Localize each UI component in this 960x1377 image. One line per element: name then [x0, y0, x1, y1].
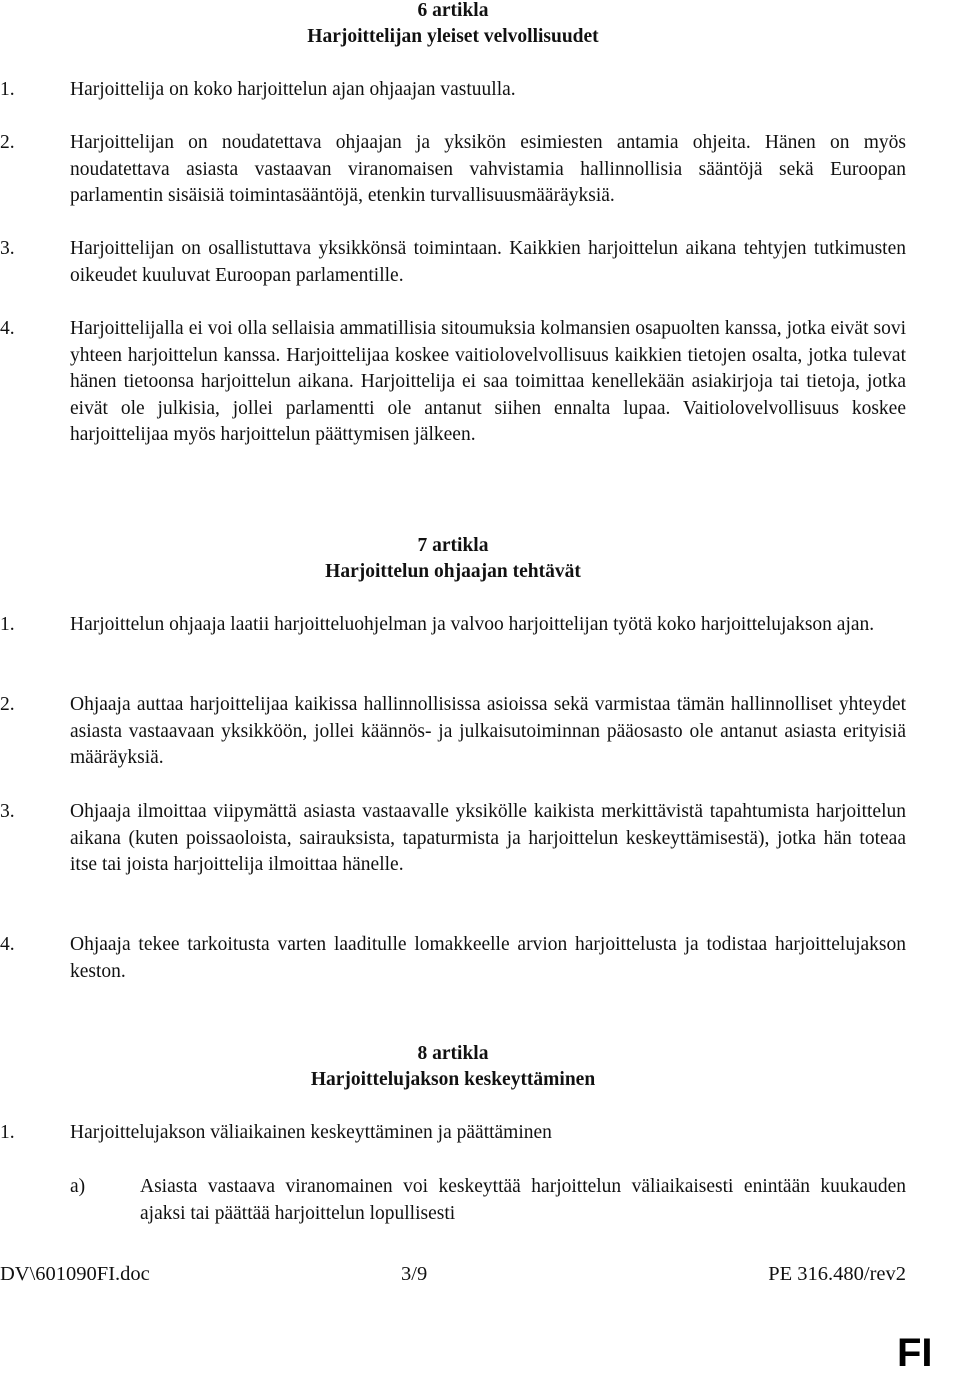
page-footer	[0, 1261, 906, 1287]
paragraph-text: Ohjaaja tekee tarkoitusta varten laaditulle lomakkeelle arvion harjoittelusta ja todistaa harjoittelujakson keston.	[70, 934, 906, 982]
paragraph-number: 2.	[0, 132, 15, 153]
article-6-paragraph-3	[0, 236, 906, 289]
paragraph-number: 1.	[0, 1122, 15, 1143]
paragraph-text: Harjoittelija on koko harjoittelun ajan ohjaajan vastuulla.	[70, 79, 516, 100]
paragraph-number: 2.	[0, 694, 15, 715]
article-8-paragraph-1	[0, 1120, 906, 1147]
article-7-paragraph-3	[0, 799, 906, 879]
article-title: Harjoittelujakson keskeyttäminen	[310, 1069, 596, 1090]
footer-page-number: 3/9	[401, 1263, 428, 1285]
paragraph-number: 1.	[0, 614, 15, 635]
paragraph-number: 1.	[0, 79, 15, 100]
paragraph-text: Harjoittelijan on osallistuttava yksikkönsä toimintaan. Kaikkien harjoittelun aikana tehtyjen tutkimusten oikeudet kuuluvat Euroopan parlamentille.	[70, 238, 906, 286]
paragraph-text: Harjoittelijan on noudatettava ohjaajan ja yksikön esimiesten antamia ohjeita. Hänen on myös noudatettava asiasta vastaavan viranomaisen vahvistamia hallinnollisia sääntöjä sekä Euroopan parlamentin sisäisiä toimintasääntöjä, etenkin turvallisuusmääräyksiä.	[70, 132, 906, 206]
article-6-paragraph-4	[0, 316, 906, 449]
article-6-heading	[0, 0, 906, 50]
article-number: 8 artikla	[417, 1043, 489, 1064]
article-7-paragraph-1	[0, 612, 906, 639]
article-6-paragraph-1	[0, 77, 906, 104]
footer-reference: PE 316.480/rev2	[768, 1263, 906, 1285]
paragraph-number: 4.	[0, 934, 15, 955]
language-code: FI	[897, 1331, 933, 1375]
article-8-heading	[0, 1041, 906, 1093]
paragraph-number: 3.	[0, 801, 15, 822]
paragraph-number: 4.	[0, 318, 15, 339]
subparagraph-text: Asiasta vastaava viranomainen voi keskeyttää harjoittelun väliaikaisesti enintään kuukauden ajaksi tai päättää harjoittelun lopullisesti	[140, 1176, 906, 1224]
paragraph-number: 3.	[0, 238, 15, 259]
article-number: 6 artikla	[417, 0, 489, 21]
paragraph-text: Harjoittelujakson väliaikainen keskeyttäminen ja päättäminen	[70, 1122, 552, 1143]
paragraph-text: Harjoittelun ohjaaja laatii harjoitteluohjelman ja valvoo harjoittelijan työtä koko harjoittelujakson ajan.	[70, 614, 875, 635]
paragraph-text: Ohjaaja ilmoittaa viipymättä asiasta vastaavalle yksikölle kaikista merkittävistä tapahtumista harjoittelun aikana (kuten poissaoloista, sairauksista, tapaturmista ja harjoittelun keskeyttämisestä), jotka hän toteaa itse tai joista harjoittelija ilmoittaa hänelle.	[70, 801, 906, 875]
article-6-paragraph-2	[0, 130, 906, 210]
article-7-paragraph-4	[0, 932, 906, 985]
footer-file-name: DV\601090FI.doc	[0, 1263, 150, 1285]
subparagraph-letter: a)	[70, 1176, 86, 1197]
article-number: 7 artikla	[417, 535, 489, 556]
article-7-paragraph-2	[0, 692, 906, 772]
article-8-subparagraph-a	[70, 1174, 906, 1227]
article-title: Harjoittelun ohjaajan tehtävät	[325, 561, 581, 582]
paragraph-text: Ohjaaja auttaa harjoittelijaa kaikissa hallinnollisissa asioissa sekä varmistaa tämän hallinnolliset yhteydet asiasta vastaavaan yksikköön, jollei käännös- ja julkaisutoiminnan pääosasto ole antanut asiasta erityisiä määräyksiä.	[70, 694, 906, 768]
article-7-heading	[0, 533, 906, 585]
paragraph-text: Harjoittelijalla ei voi olla sellaisia ammatillisia sitoumuksia kolmansien osapuolten kanssa, jotka eivät sovi yhteen harjoittelun kanssa. Harjoittelijaa koskee vaitiolovelvollisuus kaikkien tietojen osalta, jotka tulevat hänen tietoonsa harjoittelun aikana. Harjoittelija ei saa toimittaa kenellekään asiakirjoja tai tietoja, jotka eivät ole julkisia, jollei parlamentti ole antanut siihen ennalta lupaa. Vaitiolovelvollisuus koskee harjoittelijaa myös harjoittelun päättymisen jälkeen.	[70, 318, 906, 445]
article-title: Harjoittelijan yleiset velvollisuudet	[307, 26, 599, 47]
